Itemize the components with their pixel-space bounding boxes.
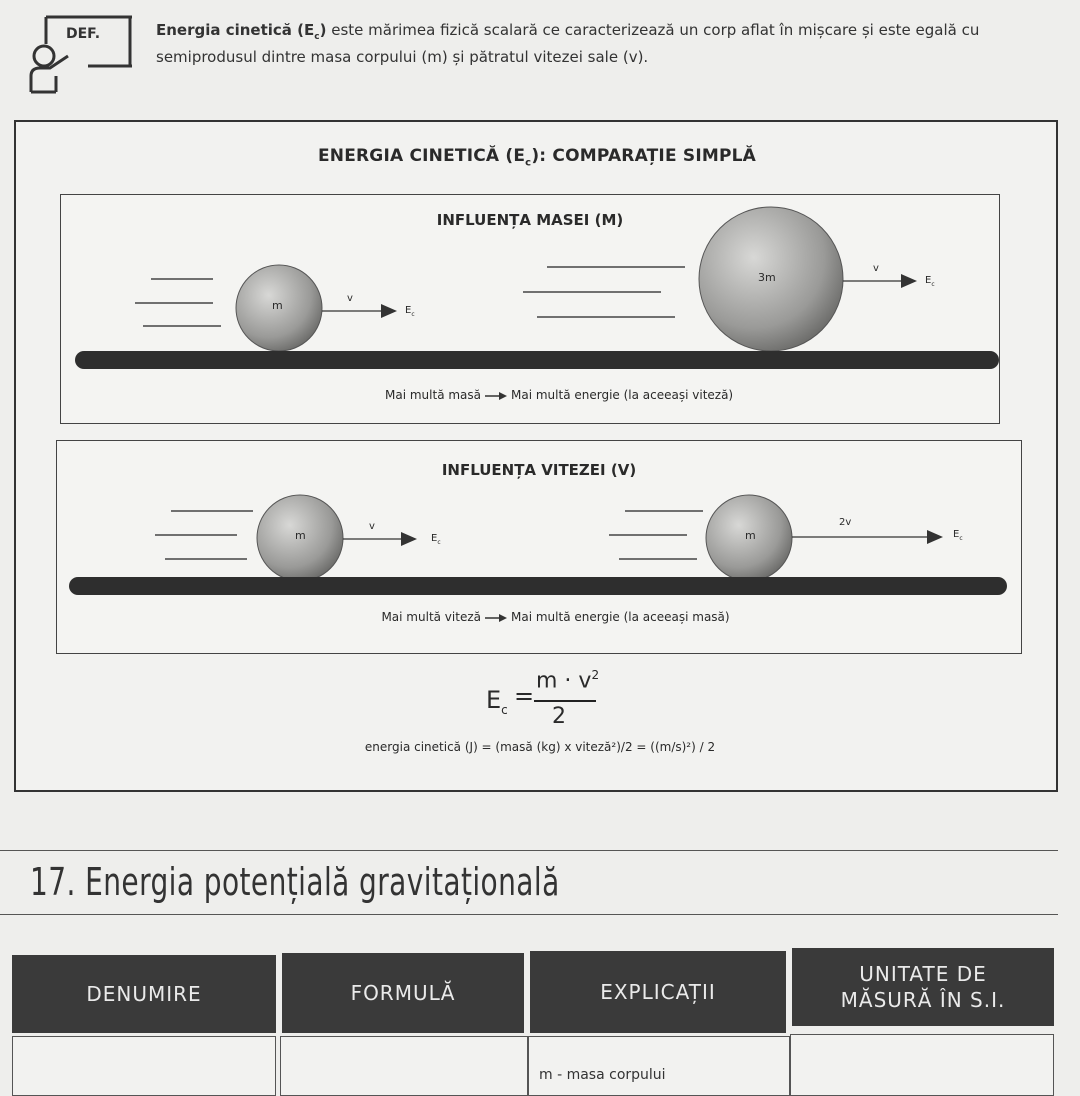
right-ball-label: m bbox=[745, 529, 756, 542]
mass-caption-right: Mai multă energie (la aceeași viteză) bbox=[511, 388, 734, 402]
table-header-name: DENUMIRE bbox=[12, 955, 276, 1033]
table-header-explanations: EXPLICAȚII bbox=[530, 951, 786, 1033]
speed-caption-left: Mai multă viteză bbox=[381, 610, 481, 624]
ground-bar bbox=[75, 351, 999, 369]
definition-badge: DEF. bbox=[66, 26, 101, 42]
kinetic-energy-formula bbox=[440, 668, 640, 732]
large-ball-label: 3m bbox=[758, 271, 776, 284]
arrow-icon bbox=[401, 532, 417, 546]
velocity-label: v bbox=[873, 263, 879, 274]
small-ball-label: m bbox=[272, 299, 283, 312]
speed-panel-title: INFLUENȚA VITEZEI (V) bbox=[441, 461, 637, 479]
ground-bar bbox=[69, 577, 1007, 595]
arrow-icon bbox=[499, 392, 507, 400]
explanation-text: m - masa corpului bbox=[539, 1067, 666, 1083]
formula-note: energia cinetică (J) = (masă (kg) x viteză²)/2 = ((m/s)²) / 2 bbox=[364, 740, 716, 754]
section-rule-top bbox=[0, 850, 1058, 851]
definition-term: Energia cinetică $(E_c)$ bbox=[156, 21, 327, 42]
definition-text: Energia cinetică $(E_c)$ este mărimea fizică scalară ce caracterizează un corp aflat în mișcare și este egală cu semiprodusul dintre masa corpului (m) și pătratul vitezei sale (v). bbox=[156, 21, 980, 66]
energy-label: $E_c$ bbox=[431, 533, 441, 546]
formula-numerator: $m \cdot v^2$ bbox=[536, 668, 600, 694]
table-cell bbox=[12, 1036, 276, 1096]
arrow-icon bbox=[499, 614, 507, 622]
section-rule-bottom bbox=[0, 914, 1058, 915]
table-cell bbox=[280, 1036, 528, 1096]
mass-panel-title: INFLUENȚA MASEI (M) bbox=[436, 211, 624, 229]
mass-caption-left: Mai multă masă bbox=[385, 388, 482, 402]
fraction-bar bbox=[534, 700, 596, 702]
velocity-label: 2v bbox=[839, 517, 852, 528]
section-title: 17. Energia potențială gravitațională bbox=[30, 860, 560, 904]
formula-lhs: $E_c$ bbox=[486, 686, 508, 717]
left-ball-label: m bbox=[295, 529, 306, 542]
energy-label: $E_c$ bbox=[953, 529, 963, 542]
velocity-label: v bbox=[347, 293, 353, 304]
velocity-label: v bbox=[369, 521, 375, 532]
formula-equals: = bbox=[514, 682, 535, 710]
table-cell bbox=[790, 1034, 1054, 1096]
arrow-icon bbox=[927, 530, 943, 544]
table-header-unit: UNITATE DE MĂSURĂ ÎN S.I. bbox=[792, 948, 1054, 1026]
diagram-title: ENERGIA CINETICĂ $(E_c)$: COMPARAȚIE SIMPLĂ bbox=[317, 146, 757, 169]
energy-label: $E_c$ bbox=[405, 305, 415, 318]
arrow-icon bbox=[381, 304, 397, 318]
formula-denominator: 2 bbox=[552, 704, 566, 729]
speed-caption-right: Mai multă energie (la aceeași masă) bbox=[511, 610, 730, 624]
energy-label: $E_c$ bbox=[925, 275, 935, 288]
table-header-formula: FORMULĂ bbox=[282, 953, 524, 1033]
table-cell bbox=[528, 1036, 790, 1096]
speed-influence-panel bbox=[56, 440, 1022, 654]
mass-influence-panel bbox=[60, 194, 1000, 424]
arrow-icon bbox=[901, 274, 917, 288]
